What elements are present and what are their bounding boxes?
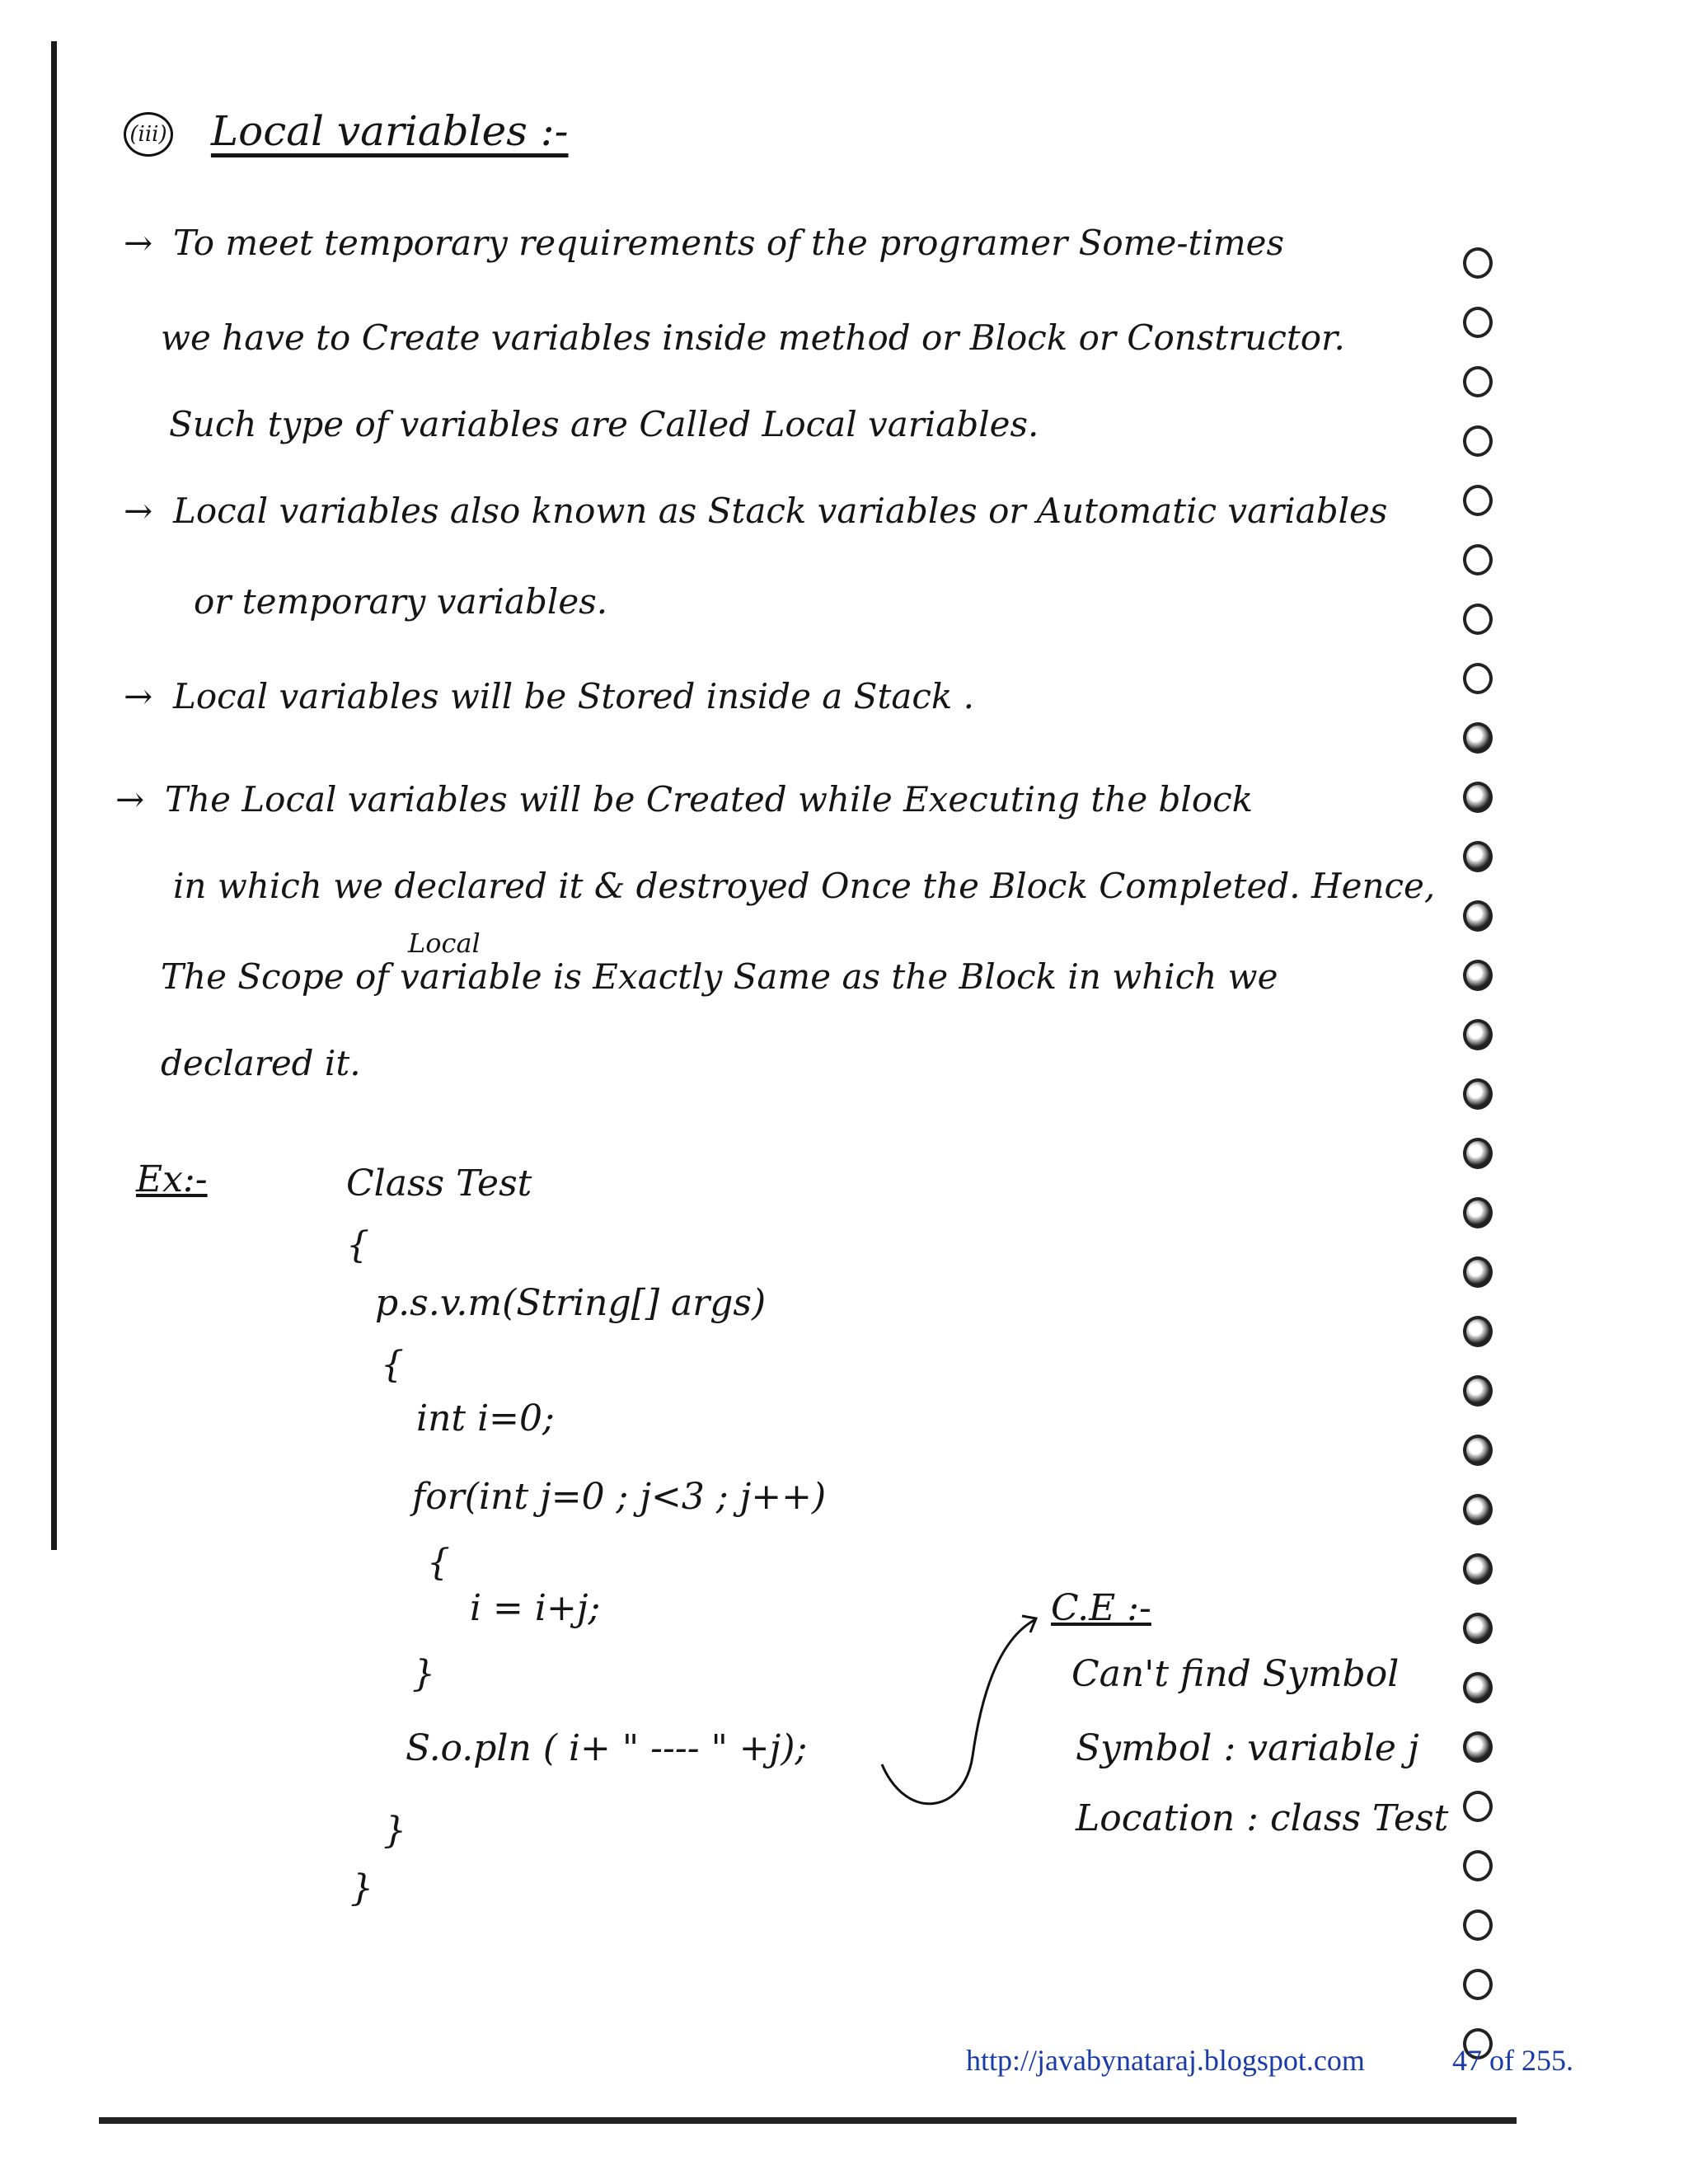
code-line: { bbox=[381, 1344, 404, 1386]
paragraph-3-line-1: → Local variables will be Stored inside a Stack . bbox=[124, 676, 975, 716]
binding-hole bbox=[1463, 782, 1493, 813]
binding-hole bbox=[1463, 1019, 1493, 1050]
binding-hole bbox=[1463, 366, 1493, 397]
paragraph-4-line-2: in which we declared it & destroyed Once the Block Completed. Hence, bbox=[173, 866, 1436, 906]
section-heading bbox=[124, 107, 569, 157]
binding-hole bbox=[1463, 1613, 1493, 1644]
compile-error-label: C.E :- bbox=[1051, 1587, 1151, 1629]
binding-hole bbox=[1463, 1969, 1493, 2000]
code-line: } bbox=[350, 1867, 373, 1909]
code-line: p.s.v.m(String[] args) bbox=[375, 1282, 767, 1324]
binding-hole bbox=[1463, 1197, 1493, 1228]
binding-hole bbox=[1463, 485, 1493, 516]
binding-hole bbox=[1463, 1375, 1493, 1407]
example-label: Ex:- bbox=[136, 1158, 208, 1200]
binding-hole bbox=[1463, 722, 1493, 754]
code-line: int i=0; bbox=[416, 1397, 555, 1440]
binding-hole bbox=[1463, 1553, 1493, 1585]
code-line: { bbox=[427, 1542, 450, 1584]
code-line: { bbox=[346, 1224, 369, 1266]
paragraph-1-line-1: → To meet temporary requirements of the programer Some-times bbox=[124, 223, 1285, 263]
binding-holes bbox=[1463, 247, 1496, 2102]
paragraph-2-line-1: → Local variables also known as Stack variables or Automatic variables bbox=[124, 491, 1388, 531]
binding-hole bbox=[1463, 1731, 1493, 1763]
left-margin-rule bbox=[51, 41, 57, 1550]
code-line: i = i+j; bbox=[470, 1587, 601, 1629]
paragraph-4-line-4: declared it. bbox=[161, 1043, 361, 1083]
page-number: 47 of 255. bbox=[1452, 2044, 1573, 2077]
footer-link[interactable]: http://javabynataraj.blogspot.com bbox=[966, 2044, 1365, 2077]
binding-hole bbox=[1463, 960, 1493, 991]
binding-hole bbox=[1463, 900, 1493, 932]
code-line: } bbox=[412, 1653, 435, 1695]
binding-hole bbox=[1463, 1316, 1493, 1347]
binding-hole bbox=[1463, 1256, 1493, 1288]
arrow-icon: → bbox=[124, 491, 153, 531]
section-title: Local variables :- bbox=[210, 107, 569, 155]
binding-hole bbox=[1463, 247, 1493, 279]
binding-hole bbox=[1463, 1078, 1493, 1110]
paragraph-4-line-3: The Scope of variable is Exactly Same as the Block in which we bbox=[161, 956, 1278, 997]
arrow-icon: → bbox=[124, 223, 153, 263]
code-line: for(int j=0 ; j<3 ; j++) bbox=[412, 1476, 827, 1518]
binding-hole bbox=[1463, 1138, 1493, 1169]
paragraph-4-line-1: → The Local variables will be Created while Executing the block bbox=[115, 779, 1254, 820]
curved-arrow-icon bbox=[874, 1608, 1039, 1872]
binding-hole bbox=[1463, 841, 1493, 872]
binding-hole bbox=[1463, 1909, 1493, 1941]
paragraph-1-line-3: Such type of variables are Called Local variables. bbox=[169, 404, 1039, 444]
binding-hole bbox=[1463, 307, 1493, 338]
paragraph-2-line-2: or temporary variables. bbox=[194, 581, 608, 622]
binding-hole bbox=[1463, 544, 1493, 575]
arrow-icon: → bbox=[115, 779, 145, 820]
binding-hole bbox=[1463, 425, 1493, 457]
local-insert-note: Local bbox=[408, 928, 481, 959]
paragraph-1-line-2: we have to Create variables inside method or Block or Constructor. bbox=[161, 317, 1345, 358]
bottom-margin-rule bbox=[99, 2117, 1517, 2124]
binding-hole bbox=[1463, 1494, 1493, 1525]
code-line: Class Test bbox=[346, 1162, 532, 1205]
binding-hole bbox=[1463, 1791, 1493, 1822]
binding-hole bbox=[1463, 604, 1493, 635]
section-number: (iii) bbox=[124, 112, 173, 157]
binding-hole bbox=[1463, 1672, 1493, 1703]
compile-error-line: Can't find Symbol bbox=[1071, 1653, 1400, 1695]
binding-hole bbox=[1463, 663, 1493, 694]
arrow-icon: → bbox=[124, 676, 153, 716]
compile-error-line: Symbol : variable j bbox=[1076, 1727, 1419, 1769]
binding-hole bbox=[1463, 1850, 1493, 1881]
code-line: S.o.pln ( i+ " ---- " +j); bbox=[406, 1727, 808, 1769]
compile-error-line: Location : class Test bbox=[1076, 1797, 1449, 1839]
binding-hole bbox=[1463, 1435, 1493, 1466]
code-line: } bbox=[383, 1810, 406, 1852]
